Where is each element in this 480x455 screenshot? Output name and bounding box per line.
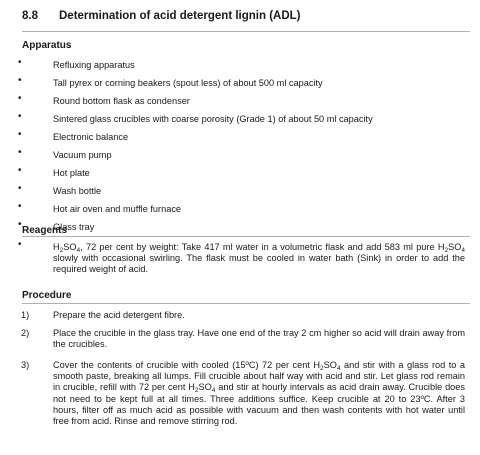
section-title-text: Determination of acid detergent lignin (ADL) xyxy=(59,10,301,22)
section-title xyxy=(22,10,301,22)
procedure-step: Cover the contents of crucible with cooled (15ºC) 72 per cent $H_2SO_4$ and stir with a glass rod to a smooth paste, breaking all lumps. Fill crucible about half way with acid and stir. Let glass rod remain in crucible, refill with 72 per cent $H_2SO_4$ and stir at hourly intervals as acid drain away. Crucible does not need to be kept full at all times. Three additions suffice. Keep crucible at 20 to 23ºC. After 3 hours, filter off as much acid as possible with vacuum and then wash contents with hot water until free from acid. Rinse and remove stirring rod. xyxy=(53,360,465,427)
bullet: • xyxy=(18,57,22,68)
bullet: • xyxy=(18,111,22,122)
section-number: 8.8 xyxy=(22,10,38,22)
reagent-paragraph: $H_2SO_4$, 72 per cent by weight: Take 417 ml water in a volumetric flask and add 583 ml pure $H_2SO_4$ slowly with occasional swirling. The flask must be cooled in water bath (Sink) in order to add the required weight of acid. xyxy=(53,242,465,275)
bullet: • xyxy=(18,183,22,194)
apparatus-heading: Apparatus xyxy=(22,40,72,51)
reagents-heading: Reagents xyxy=(22,225,68,236)
apparatus-item: Hot plate xyxy=(53,168,90,178)
apparatus-item: Refluxing apparatus xyxy=(53,60,135,70)
step-number: 3) xyxy=(21,360,30,370)
apparatus-item: Hot air oven and muffle furnace xyxy=(53,204,182,214)
step-number: 2) xyxy=(21,328,30,338)
procedure-step: Prepare the acid detergent fibre. xyxy=(53,310,185,320)
bullet: • xyxy=(18,93,22,104)
title-divider xyxy=(22,31,470,32)
apparatus-item: Round bottom flask as condenser xyxy=(53,96,190,106)
bullet: • xyxy=(18,219,22,230)
bullet: • xyxy=(18,129,22,140)
apparatus-item: Vacuum pump xyxy=(53,150,112,160)
apparatus-item: Wash bottle xyxy=(53,186,102,196)
apparatus-item: Tall pyrex or corning beakers (spout less) of about 500 ml capacity xyxy=(53,78,323,88)
procedure-step: Place the crucible in the glass tray. Have one end of the tray 2 cm higher so acid will drain away from the crucibles. xyxy=(53,328,465,350)
bullet: • xyxy=(18,201,22,212)
procedure-divider xyxy=(22,303,470,304)
bullet: • xyxy=(18,75,22,86)
apparatus-item: Electronic balance xyxy=(53,132,129,142)
reagents-divider xyxy=(22,236,470,237)
procedure-heading: Procedure xyxy=(22,290,72,301)
apparatus-item: Sintered glass crucibles with coarse porosity (Grade 1) of about 50 ml capacity xyxy=(53,114,373,124)
apparatus-item: Glass tray xyxy=(53,222,95,232)
bullet: • xyxy=(18,239,22,250)
bullet: • xyxy=(18,165,22,176)
bullet: • xyxy=(18,147,22,158)
step-number: 1) xyxy=(21,310,30,320)
